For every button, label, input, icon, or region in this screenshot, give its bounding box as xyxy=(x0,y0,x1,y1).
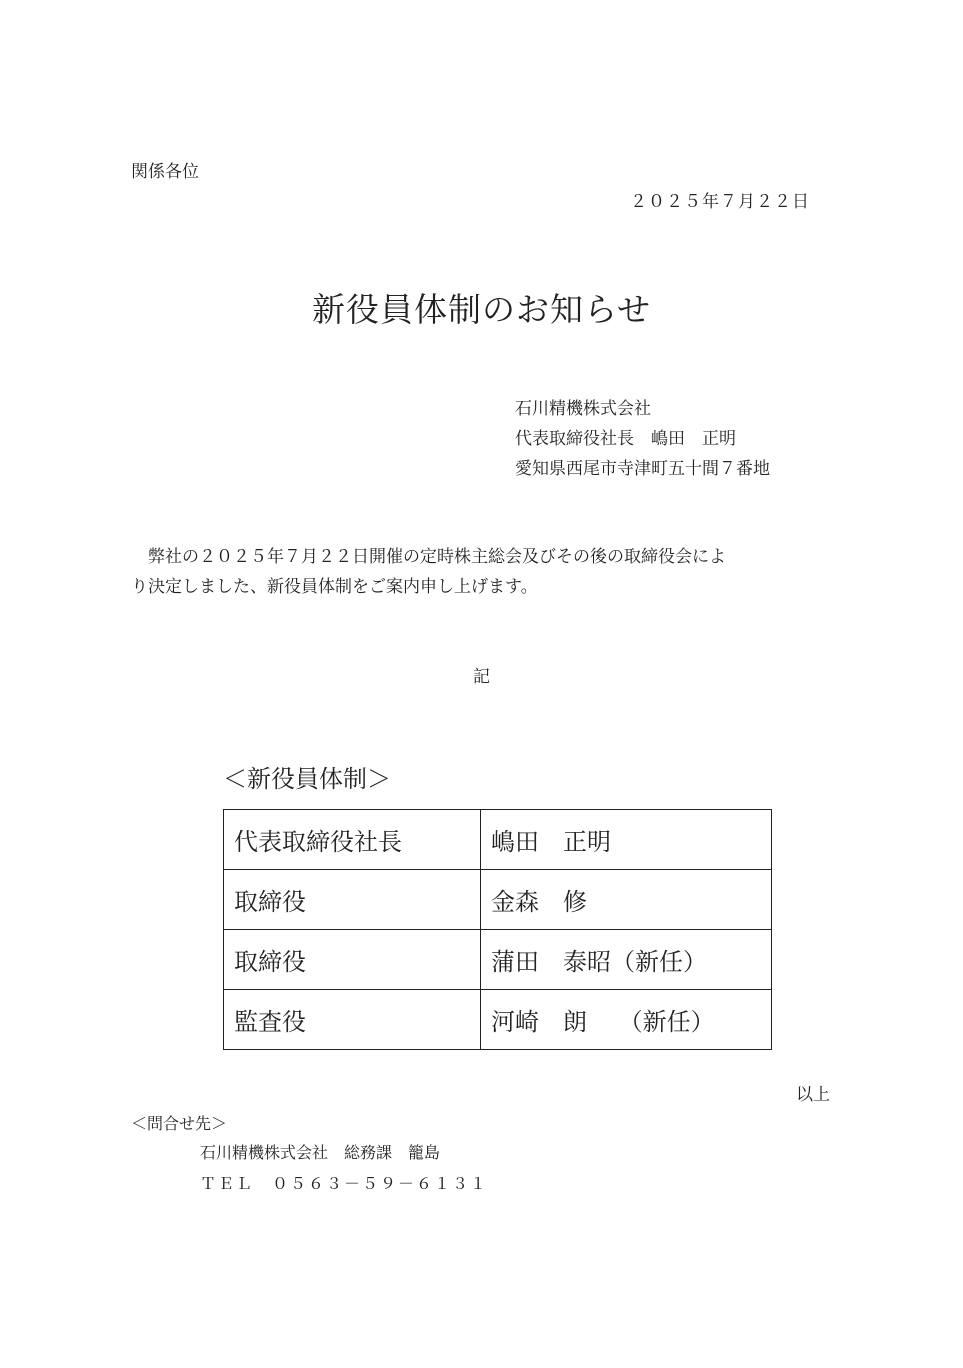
contact-department: 石川精機株式会社 総務課 籠島 xyxy=(200,1143,441,1162)
officer-name: 嶋田 正明 xyxy=(481,810,772,870)
officer-role: 監査役 xyxy=(224,990,481,1050)
addressee: 関係各位 xyxy=(131,162,199,182)
contact-heading: ＜問合せ先＞ xyxy=(131,1114,228,1133)
contact-tel: ＴＥＬ ０５６３－５９－６１３１ xyxy=(200,1174,489,1193)
officers-table xyxy=(223,809,772,1050)
body-line: り決定しました、新役員体制をご案内申し上げます。 xyxy=(131,577,538,597)
document-date: ２０２５年７月２２日 xyxy=(630,192,810,212)
officers-heading: ＜新役員体制＞ xyxy=(223,765,391,793)
issuer-company: 石川精機株式会社 xyxy=(515,399,651,419)
officer-name: 河崎 朗 （新任） xyxy=(481,990,772,1050)
body-line: 弊社の２０２５年７月２２日開催の定時株主総会及びその後の取締役会によ xyxy=(131,547,726,567)
officer-role: 取締役 xyxy=(224,930,481,990)
table-row xyxy=(224,990,772,1050)
table-row xyxy=(224,810,772,870)
document-title: 新役員体制のお知らせ xyxy=(311,290,651,329)
issuer-address: 愛知県西尾市寺津町五十間７番地 xyxy=(515,459,770,479)
officer-role: 取締役 xyxy=(224,870,481,930)
officer-role: 代表取締役社長 xyxy=(224,810,481,870)
officer-name: 蒲田 泰昭（新任） xyxy=(481,930,772,990)
table-row xyxy=(224,870,772,930)
table-row xyxy=(224,930,772,990)
officer-name: 金森 修 xyxy=(481,870,772,930)
closing-mark: 以上 xyxy=(796,1085,830,1105)
issuer-representative: 代表取締役社長 嶋田 正明 xyxy=(515,429,736,449)
ki-mark: 記 xyxy=(473,667,490,687)
